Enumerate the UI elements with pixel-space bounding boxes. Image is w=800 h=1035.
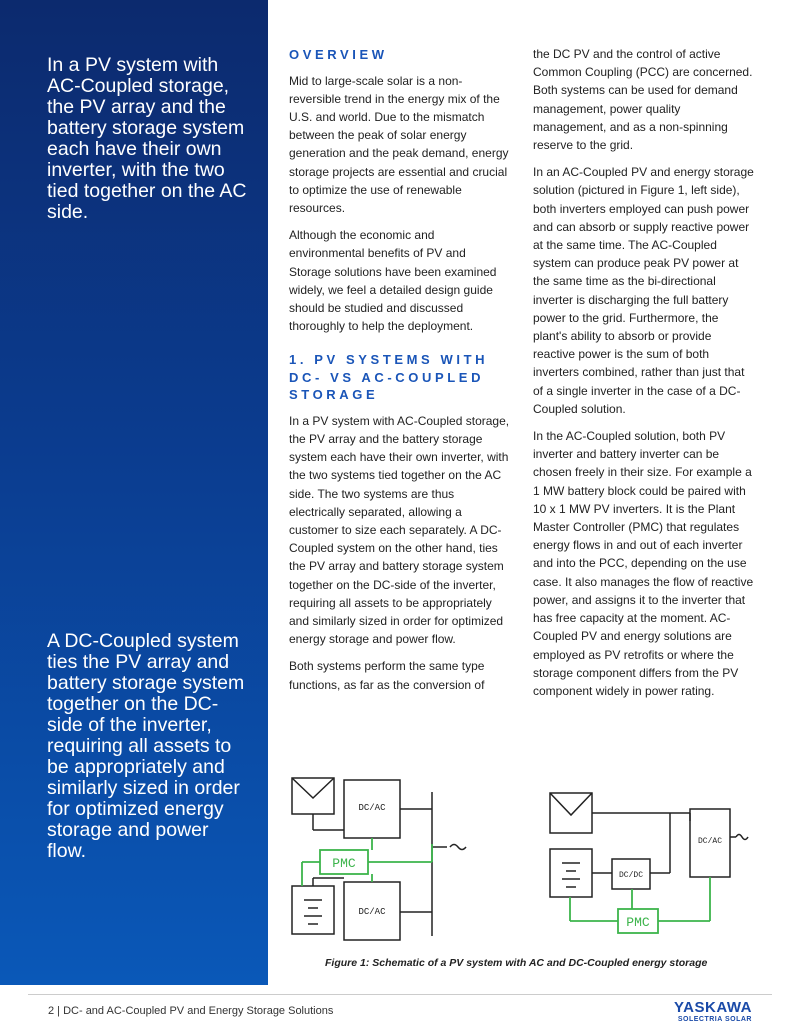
pull-quote-ac: In a PV system with AC-Coupled storage, the PV array and the battery storage system each have their own inverter, with the two tied together on the AC side. bbox=[47, 54, 247, 223]
paragraph: In a PV system with AC-Coupled storage, the PV array and the battery storage system each have their own inverter, with the two systems tied together on the AC side. The two systems are thus electrically separated, allowing a customer to size each separately. A DC-Coupled system on the other hand, ties the PV array and battery storage system together on the DC-side of the inverter, requiring all assets to be appropriately and similarly sized in order for optimized energy storage and power flow. bbox=[289, 413, 510, 647]
paragraph: Both systems perform the same type functions, as far as the conversion of bbox=[289, 659, 485, 692]
figure-caption: Figure 1: Schematic of a PV system with AC and DC-Coupled energy storage bbox=[325, 957, 708, 969]
logo-wordmark: YASKAWA bbox=[674, 999, 752, 1016]
converter-label: DC/DC bbox=[618, 871, 644, 880]
text-column-2 bbox=[533, 45, 755, 709]
paragraph: the DC PV and the control of active Common Coupling (PCC) are concerned. Both systems can be used for demand management, power quality management, and as a non-spinning reserve to the grid. bbox=[533, 47, 753, 153]
paragraph: Mid to large-scale solar is a non-reversible trend in the energy mix of the U.S. and world. Due to the mismatch between the peak of solar energy generation and the peak demand, energy storage projects are essential and crucial to optimize the use of renewable resources. bbox=[289, 73, 509, 215]
footer-page-label: 2 | DC- and AC-Coupled PV and Energy Storage Solutions bbox=[48, 1005, 334, 1017]
ac-coupled-schematic bbox=[282, 772, 482, 947]
text-column-1 bbox=[289, 46, 511, 703]
pmc-label: PMC bbox=[332, 856, 356, 871]
sidebar-panel bbox=[0, 0, 268, 985]
inverter-label: DC/AC bbox=[358, 803, 386, 813]
battery-icon bbox=[292, 886, 334, 934]
paragraph: Although the economic and environmental benefits of PV and Storage solutions have been examined widely, we feel a detailed design guide should be studied and discussed thoroughly to help the deployment. bbox=[289, 228, 497, 334]
paragraph: In the AC-Coupled solution, both PV inverter and battery inverter can be chosen freely in their size. For example a 1 MW battery block could be paired with 10 x 1 MW PV inverters. It is the Plant Master Controller (PMC) that regulates energy flows in and out of each inverter and into the PCC, depending on the use case. It also manages the flow of reactive power, and assigns it to the inverter that has free capacity at the moment. AC-Coupled PV and energy solutions are employed as PV retrofits or where the storage component differs from the PV component widely in power rating. bbox=[533, 429, 754, 698]
inverter-label: DC/AC bbox=[697, 837, 723, 846]
logo-subtitle: SOLECTRIA SOLAR bbox=[677, 1016, 752, 1023]
heading-overview: OVERVIEW bbox=[289, 47, 388, 62]
yaskawa-logo bbox=[674, 1000, 752, 1024]
heading-section-1: 1. PV SYSTEMS WITH DC- VS AC-COUPLED STORAGE bbox=[289, 352, 489, 403]
inverter-label: DC/AC bbox=[358, 907, 386, 917]
paragraph: In an AC-Coupled PV and energy storage solution (pictured in Figure 1, left side), both inverters employed can push power and can absorb or supply reactive power at the same time. The AC-Coupled system can produce peak PV power at the same time as the bi-directional inverter is discharging the full battery power to the grid. Furthermore, the plant's ability to absorb or provide reactive power is the sum of both inverters combined, rather than just that of a single inverter in the case of a DC-Coupled solution. bbox=[533, 165, 754, 416]
pmc-label: PMC bbox=[626, 915, 650, 930]
footer-divider bbox=[28, 994, 772, 995]
dc-coupled-schematic bbox=[540, 787, 750, 947]
pull-quote-dc: A DC-Coupled system ties the PV array and battery storage system together on the DC-side of the inverter, requiring all assets to be appropriately and similarly sized in order for optimized energy storage and power flow. bbox=[47, 630, 245, 862]
battery-icon bbox=[550, 849, 592, 897]
